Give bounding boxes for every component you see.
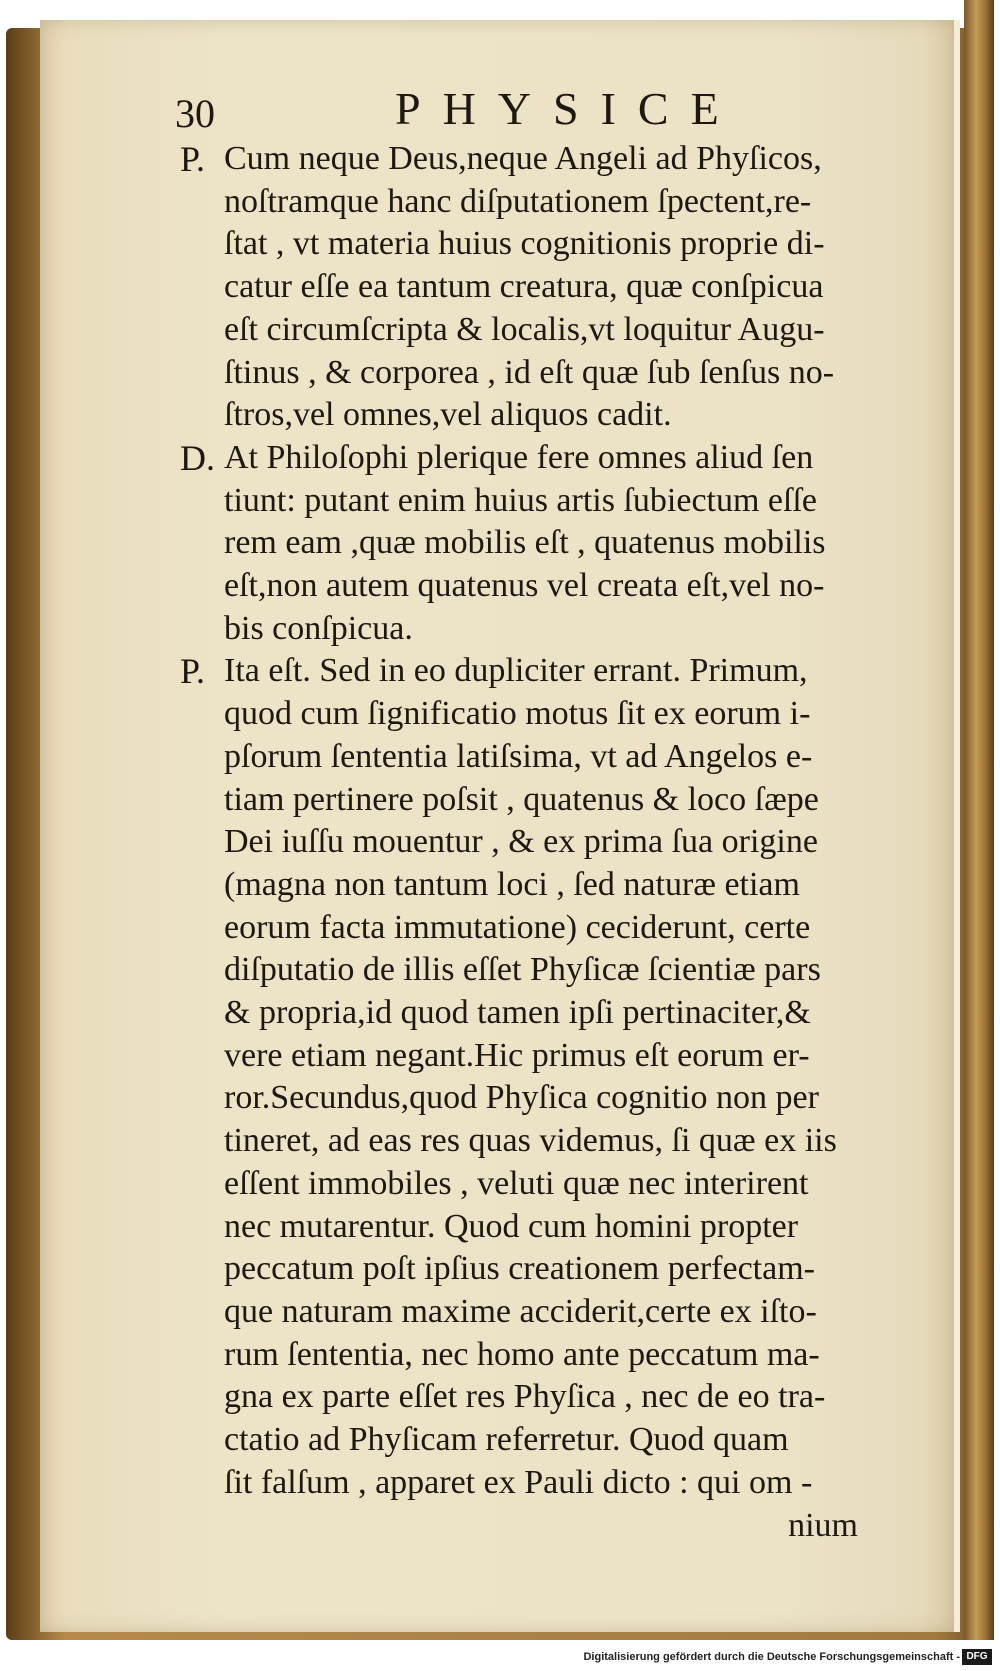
text-line: eſt,non autem quatenus vel creata eſt,vel no- [224,567,825,605]
speaker-label: D. [180,437,215,478]
text-line: quod cum ſignificatio motus ſit ex eorum i- [224,695,811,733]
running-title: PHYSICE [395,83,741,134]
text-line: ror.Secundus,quod Phyſica cognitio non per [224,1079,819,1117]
paragraph [180,650,920,1504]
text-line: ſtros,vel omnes,vel aliquos cadit. [224,396,672,434]
text-line: ſtat , vt materia huius cognitionis proprie di- [224,225,825,263]
text-line: peccatum poſt ipſius creationem perfectam- [224,1250,815,1288]
text-line: (magna non tantum loci , ſed naturæ etiam [224,865,800,903]
text-line: bis conſpicua. [224,609,413,647]
text-line: diſputatio de illis eſſet Phyſicæ ſcientiæ pars [224,951,821,989]
text-line: At Philoſophi plerique fere omnes aliud ſen [224,438,814,476]
text-line: rem eam ,quæ mobilis eſt , quatenus mobilis [224,524,826,562]
catchword: nium [788,1506,858,1544]
speaker-label: P. [180,651,206,692]
text-line: ſit falſum , apparet ex Pauli dicto : qui om - [224,1463,813,1501]
text-line: eſſent immobiles , veluti quæ nec interirent [224,1164,809,1202]
text-line: Ita eſt. Sed in eo dupliciter errant. Primum, [224,652,808,690]
text-line: Dei iuſſu mouentur , & ex prima ſua origine [224,823,818,861]
book-spine [964,0,994,1640]
paragraph [180,437,920,651]
page-number: 30 [175,91,215,136]
text-line: eorum facta immutatione) ceciderunt, certe [224,908,811,946]
text-line: nec mutarentur. Quod cum homini propter [224,1207,799,1245]
text-line: ſtinus , & corporea , id eſt quæ ſub ſenſus no- [224,353,835,391]
text-line: eſt circumſcripta & localis,vt loquitur Augu- [224,310,825,348]
paragraph [180,138,920,437]
digitization-footer [0,1645,1000,1671]
text-line: tineret, ad eas res quas videmus, ſi quæ ex iis [224,1122,837,1160]
main-text [180,138,920,1547]
text-line: pſorum ſententia latiſsima, vt ad Angelos e- [224,737,813,775]
text-line: Cum neque Deus,neque Angeli ad Phyſicos, [224,140,822,177]
page-edge [954,20,960,1632]
funding-credit: Digitalisierung gefördert durch die Deutsche Forschungsgemeinschaft - [583,1651,960,1663]
text-line: & propria,id quod tamen ipſi pertinaciter,& [224,994,811,1032]
text-line: tiunt: putant enim huius artis ſubiectum eſſe [224,481,818,519]
text-line: tiam pertinere poſsit , quatenus & loco ſæpe [224,780,819,818]
text-line: vere etiam negant.Hic primus eſt eorum er- [224,1036,810,1074]
page-header [175,82,875,138]
text-line: rum ſententia, nec homo ante peccatum ma- [224,1335,820,1373]
dfg-logo: DFG [962,1649,992,1665]
text-line: gna ex parte eſſet res Phyſica , nec de eo tra- [224,1378,826,1416]
text-line: que naturam maxime acciderit,certe ex iſto- [224,1292,817,1330]
speaker-label: P. [180,139,206,179]
text-line: catur eſſe ea tantum creatura, quæ conſpicua [224,268,824,306]
text-line: ctatio ad Phyſicam referretur. Quod quam [224,1421,789,1459]
text-line: noſtramque hanc diſputationem ſpectent,re- [224,182,812,220]
